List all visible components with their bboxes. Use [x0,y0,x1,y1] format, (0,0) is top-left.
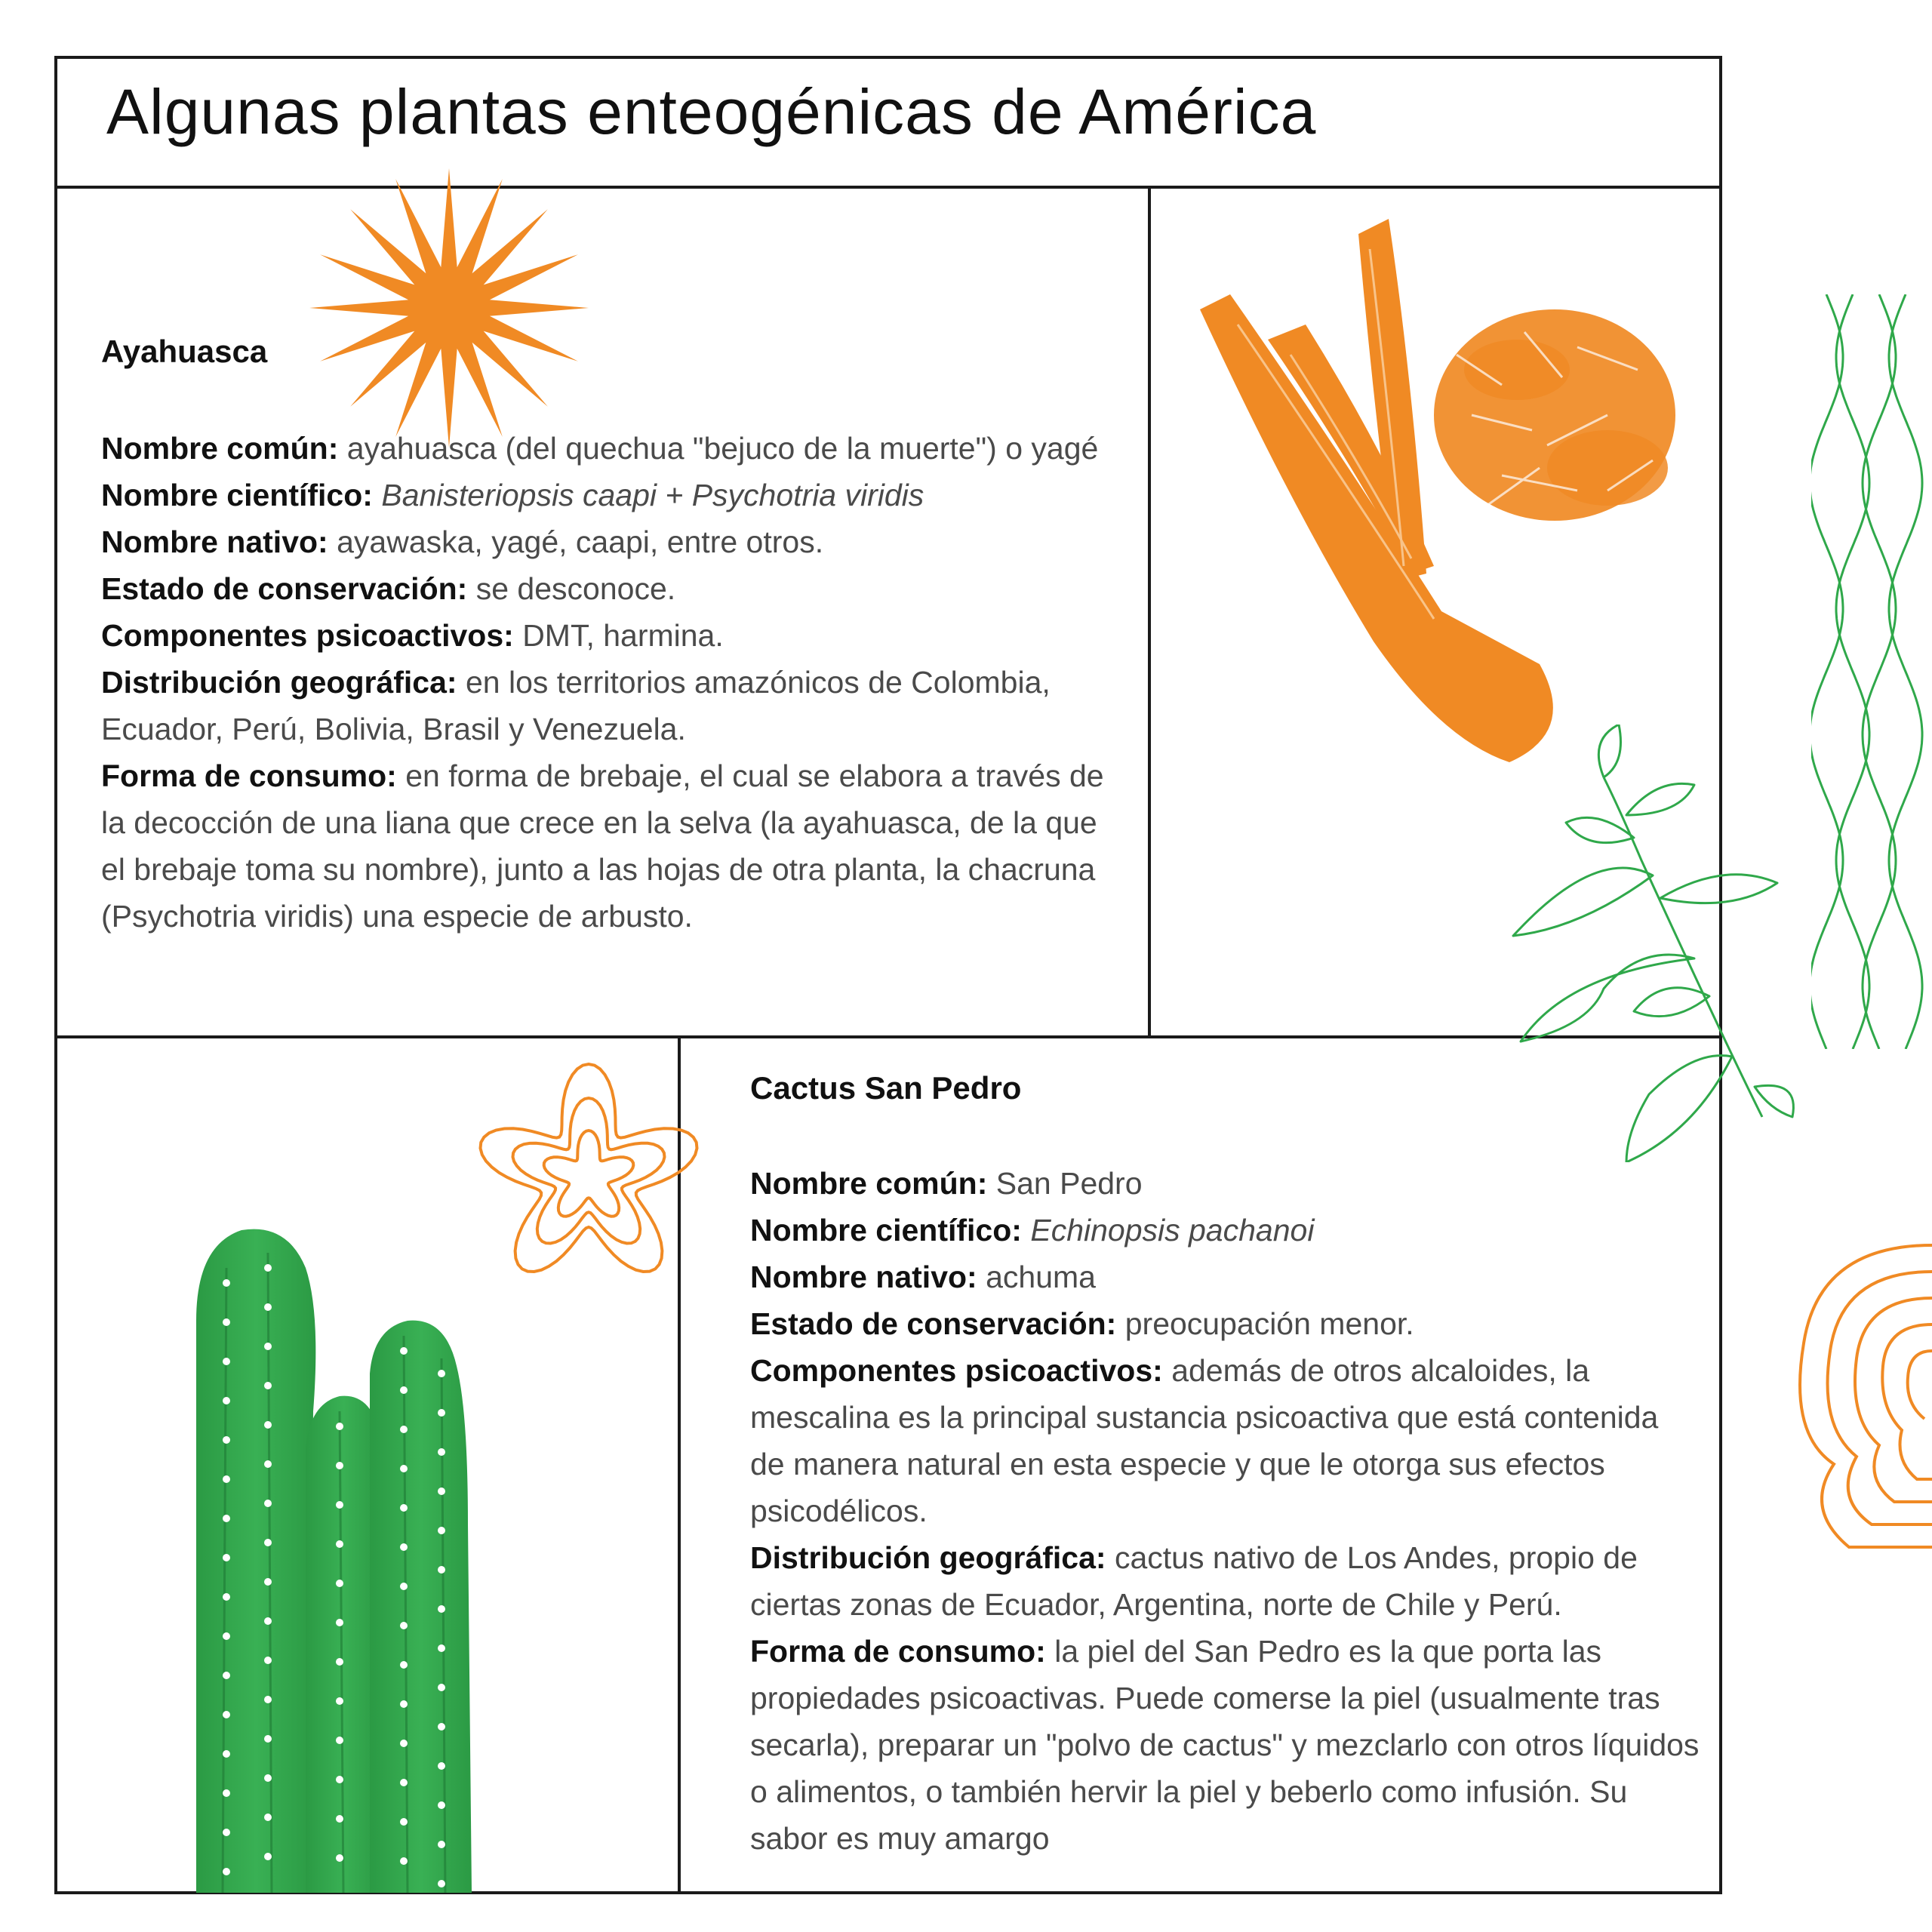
san-pedro-consumption: Forma de consumo: la piel del San Pedro es la que porta las propiedades psicoactivas. Puede comerse la piel (usualmente tras secarla), preparar un "polvo de cactus" y mezclarlo con otros líquidos o alimentos, o también hervir la piel y beberlo como infusión. Su sabor es muy amargo [750,1634,1700,1856]
ayahuasca-consumption: Forma de consumo: en forma de brebaje, el cual se elabora a través de la decocción de una liana que crece en la selva (la ayahuasca, de la que el brebaje toma su nombre), junto a las hojas de otra planta, la chacruna (Psychotria viridis) una especie de arbusto. [101,758,1104,934]
orange-arches-icon [1789,1238,1932,1555]
ayahuasca-heading: Ayahuasca [101,334,268,369]
title-divider [54,186,1722,189]
ayahuasca-components: Componentes psicoactivos: DMT, harmina. [101,618,724,653]
san-pedro-components: Componentes psicoactivos: además de otros alcaloides, la mescalina es la principal sustancia psicoactiva que está contenida de manera natural en esta especie y que le otorga sus efectos psicodélicos. [750,1353,1659,1528]
san-pedro-info [750,1160,1701,1862]
ayahuasca-scientific-name: Nombre científico: Banisteriopsis caapi + Psychotria viridis [101,478,924,512]
orange-star-icon [306,165,592,451]
green-leaf-branch-icon [1498,724,1800,1162]
page-title: Algunas plantas enteogénicas de América [106,76,1317,147]
san-pedro-scientific-name: Nombre científico: Echinopsis pachanoi [750,1213,1315,1247]
middle-divider [54,1035,1722,1038]
green-wave-lines-icon [1811,294,1932,1049]
san-pedro-common-name: Nombre común: San Pedro [750,1166,1143,1201]
top-column-divider [1148,186,1151,1037]
san-pedro-distribution: Distribución geográfica: cactus nativo de Los Andes, propio de ciertas zonas de Ecuador, Argentina, norte de Chile y Perú. [750,1540,1638,1622]
ayahuasca-distribution: Distribución geográfica: en los territorios amazónicos de Colombia, Ecuador, Perú, Bolivia, Brasil y Venezuela. [101,665,1051,746]
ayahuasca-conservation: Estado de conservación: se desconoce. [101,571,676,606]
ayahuasca-native-name: Nombre nativo: ayawaska, yagé, caapi, entre otros. [101,525,824,559]
san-pedro-heading: Cactus San Pedro [750,1070,1022,1106]
san-pedro-conservation: Estado de conservación: preocupación menor. [750,1306,1414,1341]
ayahuasca-vine-image [1185,219,1698,770]
san-pedro-cactus-image [181,1223,513,1893]
ayahuasca-common-name: Nombre común: ayahuasca (del quechua "bejuco de la muerte") o yagé [101,431,1099,466]
san-pedro-native-name: Nombre nativo: achuma [750,1260,1096,1294]
ayahuasca-info [101,425,1112,940]
